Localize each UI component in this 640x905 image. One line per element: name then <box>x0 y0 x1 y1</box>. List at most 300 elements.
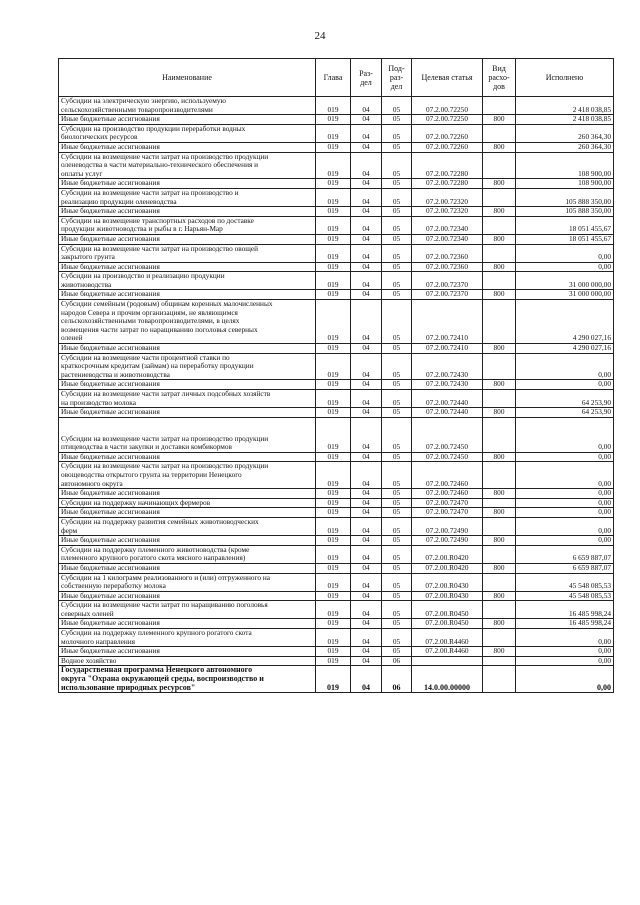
row-target-article: 07.2.00.R0420 <box>412 563 483 573</box>
row-section: 04 <box>351 601 382 619</box>
row-amount: 0,00 <box>516 452 614 462</box>
row-amount: 108 900,00 <box>516 152 614 179</box>
row-amount: 64 253,90 <box>516 390 614 408</box>
row-section: 04 <box>351 666 382 693</box>
row-amount: 16 485 998,24 <box>516 619 614 629</box>
row-chapter: 019 <box>316 619 351 629</box>
table-row <box>59 517 614 535</box>
row-subsection: 05 <box>382 489 412 499</box>
table-row <box>59 452 614 462</box>
row-name: Иные бюджетные ассигнования <box>59 591 316 601</box>
row-target-article <box>412 656 483 666</box>
table-row <box>59 417 614 452</box>
table-row <box>59 508 614 518</box>
row-subsection: 05 <box>382 97 412 115</box>
row-section: 04 <box>351 300 382 344</box>
row-amount: 4 290 027,16 <box>516 344 614 354</box>
header-section: Раз- дел <box>351 59 382 97</box>
row-target-article: 07.2.00.72440 <box>412 390 483 408</box>
row-name: Субсидии на возмещение части затрат на производство продукции овощеводства открытого грунта на территории Ненецкого автономного округа <box>59 462 316 489</box>
row-target-article: 07.2.00.72470 <box>412 508 483 518</box>
header-executed: Исполнено <box>516 59 614 97</box>
row-name: Субсидии на 1 килограмм реализованного и (или) отгруженного на собственную переработку молока <box>59 573 316 591</box>
row-section: 04 <box>351 272 382 290</box>
row-expense-type <box>483 629 516 647</box>
row-section: 04 <box>351 498 382 508</box>
row-subsection: 05 <box>382 408 412 418</box>
row-section: 04 <box>351 563 382 573</box>
row-chapter: 019 <box>316 262 351 272</box>
row-subsection: 05 <box>382 344 412 354</box>
row-name: Иные бюджетные ассигнования <box>59 508 316 518</box>
row-amount: 108 900,00 <box>516 179 614 189</box>
table-row <box>59 573 614 591</box>
row-section: 04 <box>351 417 382 452</box>
row-section: 04 <box>351 179 382 189</box>
row-expense-type: 800 <box>483 179 516 189</box>
row-name: Иные бюджетные ассигнования <box>59 380 316 390</box>
table-row <box>59 234 614 244</box>
table-row <box>59 601 614 619</box>
row-section: 04 <box>351 452 382 462</box>
row-amount: 0,00 <box>516 353 614 380</box>
row-chapter: 019 <box>316 498 351 508</box>
row-name: Субсидии на возмещение части затрат на производство продукции оленеводства в части материально-технического обеспечения и оплаты услуг <box>59 152 316 179</box>
page-number: 24 <box>314 30 326 42</box>
row-subsection: 05 <box>382 619 412 629</box>
table-row <box>59 619 614 629</box>
row-target-article: 07.2.00.R0420 <box>412 545 483 563</box>
table-row <box>59 545 614 563</box>
row-subsection: 05 <box>382 244 412 262</box>
row-target-article: 07.2.00.72360 <box>412 262 483 272</box>
row-subsection: 05 <box>382 188 412 206</box>
row-expense-type <box>483 517 516 535</box>
row-expense-type <box>483 390 516 408</box>
row-target-article: 07.2.00.72460 <box>412 489 483 499</box>
table-row <box>59 647 614 657</box>
row-amount: 0,00 <box>516 666 614 693</box>
row-target-article: 07.2.00.R0450 <box>412 601 483 619</box>
table-row <box>59 390 614 408</box>
table-row <box>59 666 614 693</box>
row-name: Субсидии на поддержку начинающих фермеров <box>59 498 316 508</box>
row-expense-type <box>483 666 516 693</box>
row-target-article: 07.2.00.72280 <box>412 179 483 189</box>
row-subsection: 05 <box>382 517 412 535</box>
row-target-article: 07.2.00.72340 <box>412 234 483 244</box>
table-row <box>59 290 614 300</box>
row-section: 04 <box>351 489 382 499</box>
row-expense-type <box>483 272 516 290</box>
row-chapter: 019 <box>316 115 351 125</box>
row-chapter: 019 <box>316 656 351 666</box>
table-row <box>59 142 614 152</box>
row-section: 04 <box>351 262 382 272</box>
row-amount: 260 364,30 <box>516 124 614 142</box>
row-name: Субсидии на электрическую энергию, используемую сельскохозяйственными товаропроизводителями <box>59 97 316 115</box>
table-row <box>59 380 614 390</box>
row-section: 04 <box>351 216 382 234</box>
row-subsection: 05 <box>382 629 412 647</box>
row-target-article: 07.2.00.72250 <box>412 115 483 125</box>
header-subsection: Под- раз- дел <box>382 59 412 97</box>
row-section: 04 <box>351 97 382 115</box>
row-expense-type <box>483 97 516 115</box>
row-chapter: 019 <box>316 179 351 189</box>
row-chapter: 019 <box>316 417 351 452</box>
row-target-article: 07.2.00.R4460 <box>412 629 483 647</box>
row-name: Иные бюджетные ассигнования <box>59 344 316 354</box>
row-section: 04 <box>351 647 382 657</box>
row-name: Иные бюджетные ассигнования <box>59 115 316 125</box>
row-expense-type: 800 <box>483 207 516 217</box>
row-amount: 0,00 <box>516 508 614 518</box>
row-target-article: 07.2.00.72470 <box>412 498 483 508</box>
header-name: Наименование <box>59 59 316 97</box>
row-expense-type <box>483 152 516 179</box>
row-target-article: 07.2.00.72460 <box>412 462 483 489</box>
row-subsection: 05 <box>382 462 412 489</box>
row-name: Иные бюджетные ассигнования <box>59 489 316 499</box>
row-target-article: 07.2.00.72370 <box>412 290 483 300</box>
row-chapter: 019 <box>316 629 351 647</box>
row-chapter: 019 <box>316 353 351 380</box>
row-amount: 31 000 000,00 <box>516 290 614 300</box>
row-amount: 31 000 000,00 <box>516 272 614 290</box>
row-amount: 16 485 998,24 <box>516 601 614 619</box>
row-expense-type <box>483 216 516 234</box>
row-name: Субсидии на возмещение части затрат на производство и реализацию продукции оленеводства <box>59 188 316 206</box>
row-amount: 0,00 <box>516 536 614 546</box>
row-section: 04 <box>351 290 382 300</box>
header-target-article: Целевая статья <box>412 59 483 97</box>
row-target-article: 07.2.00.R0430 <box>412 573 483 591</box>
row-name: Иные бюджетные ассигнования <box>59 142 316 152</box>
row-expense-type: 800 <box>483 591 516 601</box>
row-target-article: 07.2.00.72490 <box>412 536 483 546</box>
row-name: Иные бюджетные ассигнования <box>59 234 316 244</box>
row-chapter: 019 <box>316 545 351 563</box>
row-target-article: 07.2.00.72260 <box>412 142 483 152</box>
header-expense-type: Вид расхо- дов <box>483 59 516 97</box>
row-name: Иные бюджетные ассигнования <box>59 207 316 217</box>
row-name: Водное хозяйство <box>59 656 316 666</box>
row-chapter: 019 <box>316 142 351 152</box>
row-section: 04 <box>351 142 382 152</box>
row-target-article: 07.2.00.72260 <box>412 124 483 142</box>
row-section: 04 <box>351 188 382 206</box>
table-row <box>59 563 614 573</box>
row-amount: 0,00 <box>516 244 614 262</box>
row-subsection: 05 <box>382 601 412 619</box>
table-row <box>59 179 614 189</box>
row-chapter: 019 <box>316 489 351 499</box>
row-name: Субсидии семейным (родовым) общинам коренных малочисленных народов Севера и прочим организациям, не являющимся сельскохозяйственными товаропроизводителями, в целях возмещения части затрат по наращиванию поголовья северных оленей <box>59 300 316 344</box>
table-row <box>59 272 614 290</box>
row-subsection: 06 <box>382 656 412 666</box>
table-row <box>59 408 614 418</box>
row-chapter: 019 <box>316 517 351 535</box>
row-amount: 0,00 <box>516 647 614 657</box>
row-subsection: 05 <box>382 179 412 189</box>
row-amount: 0,00 <box>516 489 614 499</box>
row-expense-type: 800 <box>483 380 516 390</box>
row-name: Иные бюджетные ассигнования <box>59 619 316 629</box>
row-section: 04 <box>351 207 382 217</box>
row-section: 04 <box>351 536 382 546</box>
row-chapter: 019 <box>316 452 351 462</box>
row-amount: 6 659 887,07 <box>516 563 614 573</box>
row-name: Иные бюджетные ассигнования <box>59 262 316 272</box>
row-name: Иные бюджетные ассигнования <box>59 563 316 573</box>
row-expense-type: 800 <box>483 452 516 462</box>
row-amount: 2 418 038,85 <box>516 115 614 125</box>
row-name: Иные бюджетные ассигнования <box>59 408 316 418</box>
row-chapter: 019 <box>316 647 351 657</box>
row-amount: 45 548 085,53 <box>516 573 614 591</box>
row-subsection: 05 <box>382 300 412 344</box>
row-target-article: 07.2.00.72410 <box>412 344 483 354</box>
row-subsection: 05 <box>382 290 412 300</box>
row-chapter: 019 <box>316 508 351 518</box>
row-target-article: 07.2.00.72370 <box>412 272 483 290</box>
row-target-article: 07.2.00.R4460 <box>412 647 483 657</box>
row-subsection: 05 <box>382 115 412 125</box>
row-name: Иные бюджетные ассигнования <box>59 647 316 657</box>
row-expense-type: 800 <box>483 344 516 354</box>
row-expense-type: 800 <box>483 619 516 629</box>
row-amount: 0,00 <box>516 462 614 489</box>
row-expense-type: 800 <box>483 647 516 657</box>
row-name: Государственная программа Ненецкого автономного округа "Охрана окружающей среды, воспроизводство и использование природных ресурсов" <box>59 666 316 693</box>
row-name: Субсидии на возмещение транспортных расходов по доставке продукции животноводства и рыбы в г. Нарьян-Мар <box>59 216 316 234</box>
row-amount: 64 253,90 <box>516 408 614 418</box>
table-row <box>59 344 614 354</box>
row-expense-type <box>483 353 516 380</box>
row-expense-type <box>483 417 516 452</box>
row-target-article: 07.2.00.72320 <box>412 207 483 217</box>
row-amount: 18 051 455,67 <box>516 216 614 234</box>
row-chapter: 019 <box>316 300 351 344</box>
row-expense-type: 800 <box>483 234 516 244</box>
row-chapter: 019 <box>316 124 351 142</box>
row-section: 04 <box>351 124 382 142</box>
table-row <box>59 629 614 647</box>
row-expense-type <box>483 300 516 344</box>
row-chapter: 019 <box>316 152 351 179</box>
row-amount: 0,00 <box>516 380 614 390</box>
row-section: 04 <box>351 629 382 647</box>
row-expense-type: 800 <box>483 536 516 546</box>
row-expense-type <box>483 656 516 666</box>
header-chapter: Глава <box>316 59 351 97</box>
row-chapter: 019 <box>316 601 351 619</box>
row-expense-type <box>483 462 516 489</box>
row-name: Субсидии на производство продукции переработки водных биологических ресурсов <box>59 124 316 142</box>
row-name: Субсидии на возмещение части затрат личных подсобных хозяйств на производство молока <box>59 390 316 408</box>
expenditure-table <box>58 58 614 693</box>
row-subsection: 05 <box>382 545 412 563</box>
table-row <box>59 498 614 508</box>
row-chapter: 019 <box>316 244 351 262</box>
row-amount: 6 659 887,07 <box>516 545 614 563</box>
row-chapter: 019 <box>316 408 351 418</box>
row-section: 04 <box>351 517 382 535</box>
row-section: 04 <box>351 591 382 601</box>
row-subsection: 05 <box>382 647 412 657</box>
row-target-article: 07.2.00.72450 <box>412 452 483 462</box>
table-row <box>59 462 614 489</box>
row-chapter: 019 <box>316 207 351 217</box>
row-amount: 0,00 <box>516 629 614 647</box>
row-expense-type <box>483 124 516 142</box>
row-subsection: 05 <box>382 417 412 452</box>
row-section: 04 <box>351 408 382 418</box>
row-target-article: 07.2.00.72280 <box>412 152 483 179</box>
row-subsection: 05 <box>382 234 412 244</box>
row-expense-type: 800 <box>483 290 516 300</box>
row-amount: 0,00 <box>516 498 614 508</box>
row-amount: 0,00 <box>516 417 614 452</box>
row-subsection: 05 <box>382 353 412 380</box>
row-name: Иные бюджетные ассигнования <box>59 452 316 462</box>
row-target-article: 07.2.00.R0430 <box>412 591 483 601</box>
row-subsection: 05 <box>382 591 412 601</box>
row-section: 04 <box>351 545 382 563</box>
row-amount: 45 548 085,53 <box>516 591 614 601</box>
row-subsection: 05 <box>382 452 412 462</box>
row-chapter: 019 <box>316 290 351 300</box>
row-name: Субсидии на возмещение части затрат на производство продукции птицеводства в части закупки и доставки комбикормов <box>59 417 316 452</box>
row-chapter: 019 <box>316 272 351 290</box>
row-expense-type <box>483 188 516 206</box>
row-expense-type: 800 <box>483 563 516 573</box>
row-section: 04 <box>351 508 382 518</box>
row-target-article: 07.2.00.72340 <box>412 216 483 234</box>
row-section: 04 <box>351 619 382 629</box>
row-expense-type <box>483 573 516 591</box>
table-row <box>59 152 614 179</box>
row-chapter: 019 <box>316 591 351 601</box>
table-row <box>59 262 614 272</box>
row-section: 04 <box>351 344 382 354</box>
row-name: Иные бюджетные ассигнования <box>59 179 316 189</box>
row-chapter: 019 <box>316 234 351 244</box>
row-section: 04 <box>351 353 382 380</box>
row-amount: 0,00 <box>516 517 614 535</box>
row-amount: 18 051 455,67 <box>516 234 614 244</box>
table-header-row <box>59 59 614 97</box>
row-chapter: 019 <box>316 216 351 234</box>
row-expense-type: 800 <box>483 115 516 125</box>
table-row <box>59 300 614 344</box>
row-target-article: 07.2.00.R0450 <box>412 619 483 629</box>
row-expense-type: 800 <box>483 408 516 418</box>
table-row <box>59 207 614 217</box>
row-subsection: 05 <box>382 390 412 408</box>
row-chapter: 019 <box>316 97 351 115</box>
row-subsection: 05 <box>382 536 412 546</box>
table-row <box>59 591 614 601</box>
row-subsection: 05 <box>382 573 412 591</box>
row-amount: 4 290 027,16 <box>516 300 614 344</box>
row-target-article: 07.2.00.72430 <box>412 353 483 380</box>
row-amount: 105 888 350,00 <box>516 188 614 206</box>
row-target-article: 07.2.00.72320 <box>412 188 483 206</box>
row-chapter: 019 <box>316 188 351 206</box>
row-expense-type <box>483 244 516 262</box>
row-section: 04 <box>351 234 382 244</box>
row-section: 04 <box>351 390 382 408</box>
row-section: 04 <box>351 152 382 179</box>
row-subsection: 05 <box>382 262 412 272</box>
row-target-article: 07.2.00.72360 <box>412 244 483 262</box>
table-row <box>59 244 614 262</box>
table-row <box>59 115 614 125</box>
row-amount: 0,00 <box>516 262 614 272</box>
row-section: 04 <box>351 244 382 262</box>
row-subsection: 05 <box>382 563 412 573</box>
row-chapter: 019 <box>316 462 351 489</box>
row-name: Субсидии на возмещение части затрат на производство овощей закрытого грунта <box>59 244 316 262</box>
row-section: 04 <box>351 573 382 591</box>
row-expense-type: 800 <box>483 489 516 499</box>
row-amount: 2 418 038,85 <box>516 97 614 115</box>
row-chapter: 019 <box>316 573 351 591</box>
row-name: Субсидии на возмещение части процентной ставки по краткосрочным кредитам (займам) на переработку продукции растениеводства и животноводства <box>59 353 316 380</box>
table-row <box>59 97 614 115</box>
row-name: Субсидии на поддержку развития семейных животноводческих ферм <box>59 517 316 535</box>
table-row <box>59 489 614 499</box>
row-name: Субсидии на поддержку племенного животноводства (кроме племенного крупного рогатого скота мясного направления) <box>59 545 316 563</box>
row-expense-type: 800 <box>483 262 516 272</box>
row-chapter: 019 <box>316 536 351 546</box>
row-subsection: 05 <box>382 216 412 234</box>
row-subsection: 05 <box>382 272 412 290</box>
table-row <box>59 188 614 206</box>
row-name: Субсидии на производство и реализацию продукции животноводства <box>59 272 316 290</box>
row-target-article: 07.2.00.72450 <box>412 417 483 452</box>
table-row <box>59 124 614 142</box>
row-amount: 0,00 <box>516 656 614 666</box>
row-subsection: 05 <box>382 380 412 390</box>
row-target-article: 07.2.00.72250 <box>412 97 483 115</box>
row-chapter: 019 <box>316 380 351 390</box>
row-target-article: 07.2.00.72490 <box>412 517 483 535</box>
table-row <box>59 353 614 380</box>
row-chapter: 019 <box>316 344 351 354</box>
row-subsection: 05 <box>382 152 412 179</box>
row-expense-type: 800 <box>483 508 516 518</box>
row-subsection: 05 <box>382 207 412 217</box>
row-target-article: 07.2.00.72430 <box>412 380 483 390</box>
row-expense-type <box>483 601 516 619</box>
row-expense-type <box>483 498 516 508</box>
table-row <box>59 536 614 546</box>
row-section: 04 <box>351 115 382 125</box>
row-amount: 105 888 350,00 <box>516 207 614 217</box>
row-name: Субсидии на поддержку племенного крупного рогатого скота молочного направления <box>59 629 316 647</box>
table-row <box>59 216 614 234</box>
row-chapter: 019 <box>316 666 351 693</box>
row-subsection: 05 <box>382 142 412 152</box>
row-section: 04 <box>351 380 382 390</box>
row-subsection: 05 <box>382 498 412 508</box>
row-name: Иные бюджетные ассигнования <box>59 290 316 300</box>
row-name: Иные бюджетные ассигнования <box>59 536 316 546</box>
row-section: 04 <box>351 462 382 489</box>
